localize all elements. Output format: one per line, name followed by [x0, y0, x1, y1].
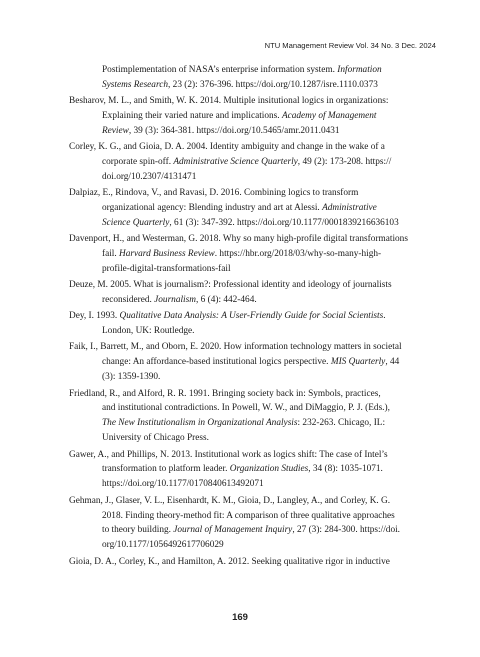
reference-text: , 23 (2): 376-396. https://doi.org/10.1287/isre.1110.0373	[168, 79, 378, 90]
reference-line	[69, 247, 431, 262]
reference-line	[69, 494, 431, 509]
reference-text: University of Chicago Press.	[102, 433, 209, 444]
reference-text: transformation to platform leader.	[102, 464, 230, 475]
reference-entry	[69, 94, 431, 139]
reference-line	[69, 186, 431, 201]
reference-text: Davenport, H., and Westerman, G. 2018. Why so many high-profile digital transformations	[69, 234, 408, 245]
reference-line	[69, 324, 431, 339]
reference-entry	[69, 232, 431, 277]
reference-line	[69, 293, 431, 308]
reference-text: , 44	[385, 357, 400, 368]
reference-entry	[69, 309, 431, 339]
reference-italic-text: Qualitative Data Analysis: A User-Friendly Guide for Social Scientists	[119, 311, 384, 322]
reference-entry	[69, 448, 431, 493]
running-header	[265, 41, 436, 50]
reference-text: Deuze, M. 2005. What is journalism?: Professional identity and ideology of journalists	[69, 280, 392, 291]
reference-line	[69, 416, 431, 431]
reference-text: organizational agency: Blending industry and art at Alessi.	[102, 203, 323, 214]
reference-italic-text: Administrative	[322, 203, 377, 214]
reference-italic-text: Harvard Business Review	[119, 249, 215, 260]
reference-entry	[69, 140, 431, 185]
reference-entry	[69, 278, 431, 308]
reference-text: 2018. Finding theory-method fit: A comparison of three qualitative approaches	[102, 510, 395, 521]
reference-line	[69, 94, 431, 109]
reference-text: , 6 (4): 442-464.	[195, 295, 257, 306]
reference-text: reconsidered.	[102, 295, 155, 306]
reference-line	[69, 523, 431, 538]
reference-text: Faik, I., Barrett, M., and Oborn, E. 2020. How information technology matters in societal	[69, 342, 402, 353]
reference-italic-text: Science Quarterly	[102, 218, 170, 229]
reference-line	[69, 262, 431, 277]
reference-text: , 61 (3): 347-392. https://doi.org/10.1177/0001839216636103	[169, 218, 399, 229]
reference-italic-text: Organization Studies	[229, 464, 309, 475]
reference-line	[69, 63, 431, 78]
reference-line	[69, 431, 431, 446]
reference-text: corporate spin-off.	[102, 157, 174, 168]
reference-text: (3): 1359-1390.	[102, 372, 161, 383]
reference-entry	[69, 555, 431, 570]
reference-line	[69, 109, 431, 124]
reference-text: Corley, K. G., and Gioia, D. A. 2004. Identity ambiguity and change in the wake of a	[69, 142, 385, 153]
reference-entry	[69, 387, 431, 447]
reference-text: profile-digital-transformations-fail	[102, 264, 231, 275]
issue-info: Vol. 34 No. 3 Dec. 2024	[355, 41, 436, 50]
reference-italic-text: Academy of Management	[281, 111, 377, 122]
reference-line	[69, 232, 431, 247]
page-number: 169	[232, 612, 248, 623]
reference-line	[69, 201, 431, 216]
reference-text: Postimplementation of NASA’s enterprise information system.	[102, 65, 338, 75]
reference-entry	[69, 340, 431, 385]
reference-text: to theory building.	[102, 525, 174, 536]
reference-line	[69, 78, 431, 93]
reference-line	[69, 140, 431, 155]
reference-line	[69, 387, 431, 402]
reference-text: , 49 (2): 173-208. https://	[297, 157, 392, 168]
reference-entry	[69, 63, 431, 93]
reference-line	[69, 401, 431, 416]
reference-text: . https://hbr.org/2018/03/why-so-many-high-	[214, 249, 382, 260]
reference-line	[69, 477, 431, 492]
reference-italic-text: Journalism	[154, 295, 196, 306]
reference-text: Gawer, A., and Phillips, N. 2013. Institutional work as logics shift: The case of Intel’s	[69, 449, 388, 460]
reference-text: doi.org/10.2307/4131471	[102, 172, 197, 183]
reference-text: change: An affordance-based institutional logics perspective.	[102, 357, 331, 368]
reference-line	[69, 124, 431, 139]
reference-entry	[69, 186, 431, 231]
reference-italic-text: Systems Research	[102, 79, 169, 90]
reference-italic-text: The New Institutionalism in Organizational Analysis	[102, 418, 298, 429]
reference-line	[69, 309, 431, 324]
reference-italic-text: Review	[102, 126, 129, 136]
reference-text: fail.	[102, 249, 120, 260]
reference-text: Friedland, R., and Alford, R. R. 1991. Bringing society back in: Symbols, practices,	[69, 388, 381, 399]
reference-line	[69, 555, 431, 570]
reference-text: Gehman, J., Glaser, V. L., Eisenhardt, K. M., Gioia, D., Langley, A., and Corley, K. G.	[69, 495, 391, 506]
reference-line	[69, 216, 431, 231]
reference-text: Gioia, D. A., Corley, K., and Hamilton, A. 2012. Seeking qualitative rigor in inductive	[69, 556, 390, 567]
reference-line	[69, 340, 431, 355]
reference-entry	[69, 494, 431, 554]
reference-line	[69, 509, 431, 524]
reference-line	[69, 448, 431, 463]
journal-name: NTU Management Review	[264, 41, 354, 50]
reference-text: , 34 (8): 1035-1071.	[308, 464, 383, 475]
reference-text: London, UK: Routledge.	[102, 326, 195, 337]
reference-line	[69, 370, 431, 385]
reference-text: , 39 (3): 364-381. https://doi.org/10.5465/amr.2011.0431	[128, 126, 340, 136]
reference-line	[69, 155, 431, 170]
reference-text: Explaining their varied nature and implications.	[102, 111, 282, 122]
reference-line	[69, 462, 431, 477]
reference-list	[69, 63, 431, 571]
reference-italic-text: Information	[337, 65, 382, 75]
reference-text: Besharov, M. L., and Smith, W. K. 2014. Multiple insitutional logics in organizations:	[69, 96, 389, 107]
reference-text: .	[383, 311, 386, 322]
reference-line	[69, 355, 431, 370]
reference-text: and institutional contradictions. In Powell, W. W., and DiMaggio, P. J. (Eds.),	[102, 403, 390, 414]
reference-line	[69, 538, 431, 553]
reference-text: org/10.1177/1056492617706029	[102, 540, 224, 551]
reference-italic-text: Administrative Science Quarterly	[173, 157, 298, 168]
reference-italic-text: Journal of Management Inquiry	[173, 525, 293, 536]
reference-text: Dalpiaz, E., Rindova, V., and Ravasi, D. 2016. Combining logics to transform	[69, 188, 359, 199]
reference-italic-text: MIS Quarterly	[330, 357, 386, 368]
reference-line	[69, 278, 431, 293]
reference-text: Dey, I. 1993.	[69, 311, 120, 322]
reference-line	[69, 170, 431, 185]
reference-text: : 232-263. Chicago, IL:	[297, 418, 386, 429]
reference-text: , 27 (3): 284-300. https://doi.	[292, 525, 400, 536]
reference-text: https://doi.org/10.1177/0170840613492071	[102, 479, 264, 490]
